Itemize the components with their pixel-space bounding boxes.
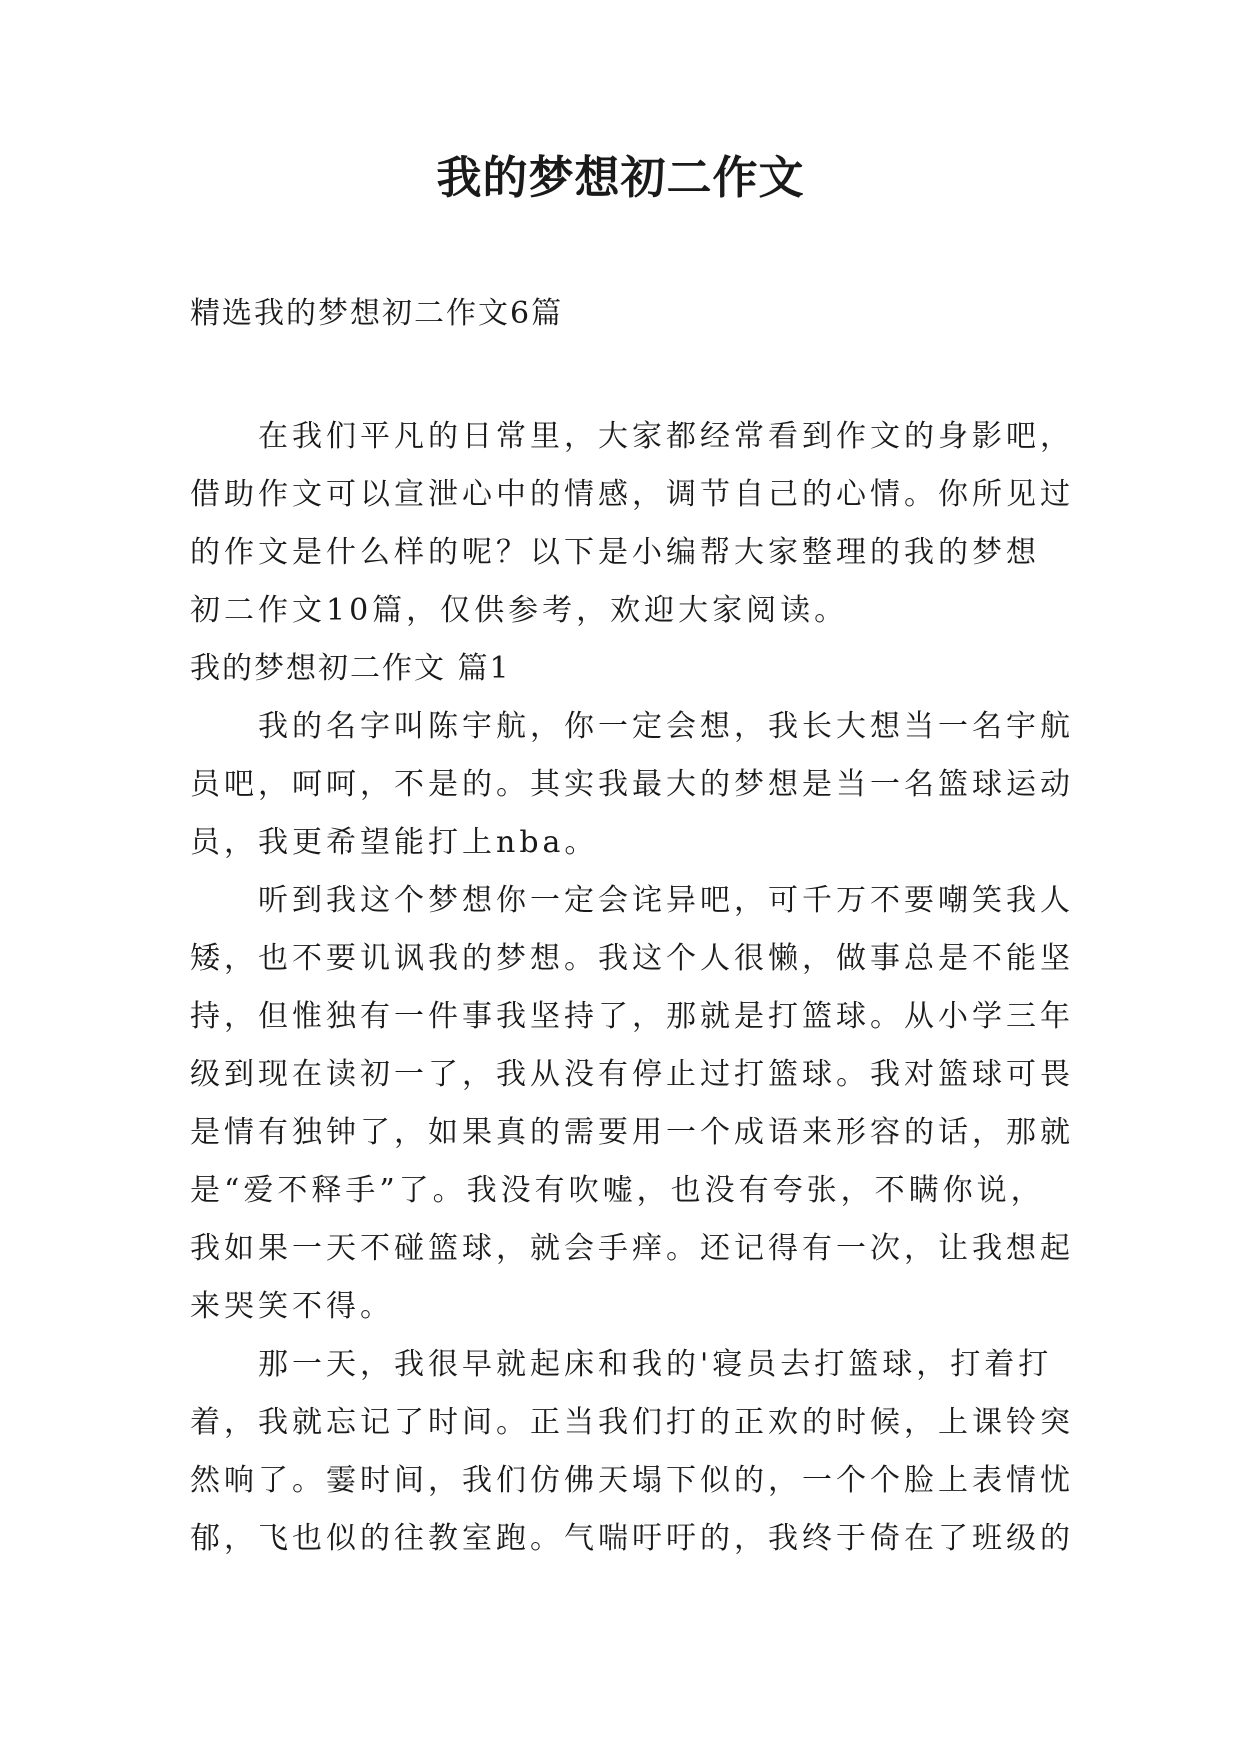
text-line: 着，我就忘记了时间。正当我们打的正欢的时候，上课铃突 — [190, 1405, 1074, 1440]
text-line: 我的名字叫陈宇航，你一定会想，我长大想当一名宇航 — [190, 709, 1074, 744]
text-line: 员，我更希望能打上nba。 — [190, 825, 599, 860]
document-subtitle: 精选我的梦想初二作文6篇 — [190, 296, 564, 331]
section-heading: 我的梦想初二作文 篇1 — [190, 651, 511, 686]
document-title: 我的梦想初二作文 — [436, 151, 805, 204]
text-line: 郁，飞也似的往教室跑。气喘吁吁的，我终于倚在了班级的 — [190, 1521, 1074, 1556]
text-line: 是情有独钟了，如果真的需要用一个成语来形容的话，那就 — [190, 1115, 1074, 1150]
document-body — [190, 408, 1074, 1568]
text-line: 持，但惟独有一件事我坚持了，那就是打篮球。从小学三年 — [190, 999, 1074, 1034]
text-line: 是“爱不释手”了。我没有吹嘘，也没有夸张，不瞒你说， — [190, 1173, 1045, 1208]
text-line: 在我们平凡的日常里，大家都经常看到作文的身影吧， — [190, 419, 1074, 454]
text-line: 员吧，呵呵，不是的。其实我最大的梦想是当一名篮球运动 — [190, 767, 1074, 802]
text-line: 来哭笑不得。 — [190, 1289, 394, 1324]
text-line: 级到现在读初一了，我从没有停止过打篮球。我对篮球可畏 — [190, 1057, 1074, 1092]
text-line: 矮，也不要讥讽我的梦想。我这个人很懒，做事总是不能坚 — [190, 941, 1074, 976]
text-line: 借助作文可以宣泄心中的情感，调节自己的心情。你所见过 — [190, 477, 1074, 512]
text-line: 的作文是什么样的呢？以下是小编帮大家整理的我的梦想 — [190, 535, 1040, 570]
text-line: 听到我这个梦想你一定会诧异吧，可千万不要嘲笑我人 — [190, 883, 1074, 918]
text-line: 初二作文10篇，仅供参考，欢迎大家阅读。 — [190, 593, 849, 628]
text-line: 然响了。霎时间，我们仿佛天塌下似的，一个个脸上表情忧 — [190, 1463, 1074, 1498]
text-line: 我如果一天不碰篮球，就会手痒。还记得有一次，让我想起 — [190, 1231, 1074, 1266]
text-line: 那一天，我很早就起床和我的'寝员去打篮球，打着打 — [190, 1347, 1053, 1382]
